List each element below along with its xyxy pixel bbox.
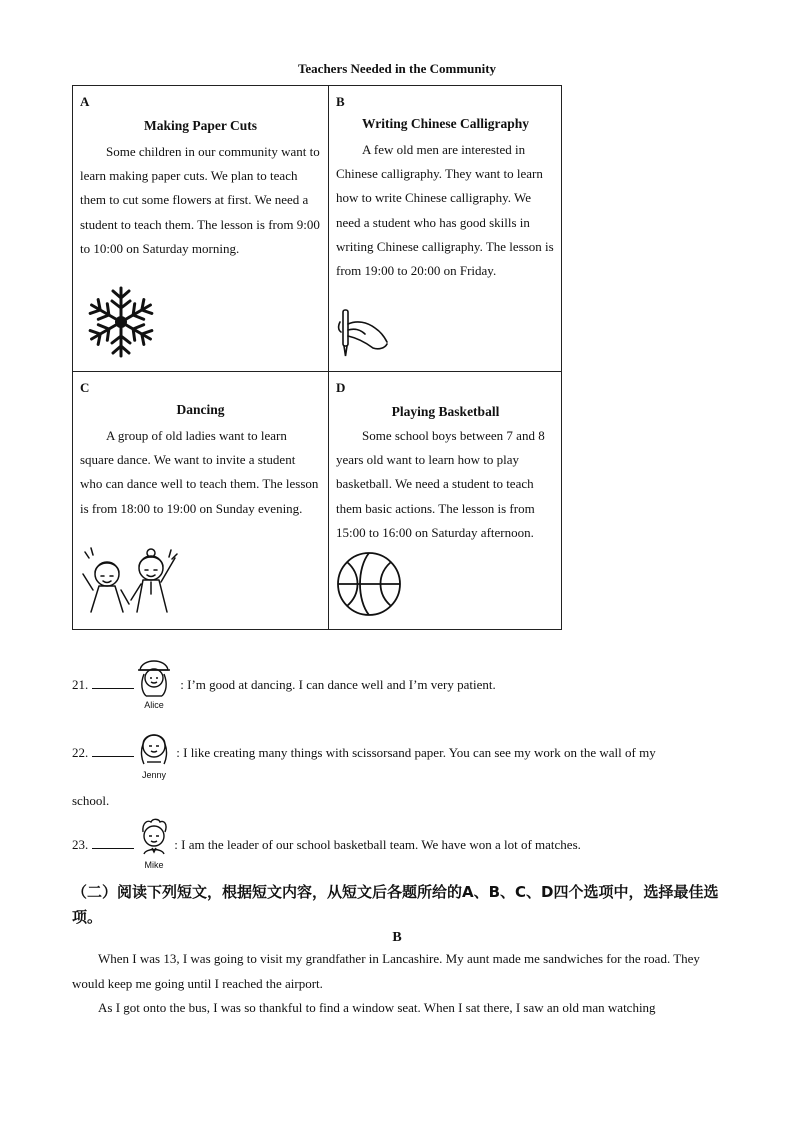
ad-text: Some school boys between 7 and 8 years old want to learn how to play basketball. We need a student to teach them basic actions. The lesson is from 15:00 to 16:00 on Saturday afternoon.: [336, 428, 545, 540]
boy-avatar-icon: [134, 816, 174, 860]
avatar-name: Alice: [144, 700, 164, 710]
section-instruction: （二）阅读下列短文，根据短文内容，从短文后各题所给的A、B、C、D四个选项中，选择最佳选项。: [72, 883, 719, 926]
ad-text: A group of old ladies want to learn square dance. We want to invite a student who can dance well to teach them. The lesson is from 18:00 to 19:00 on Sunday evening.: [80, 428, 319, 516]
page-title: Teachers Needed in the Community: [297, 61, 497, 76]
ad-letter: C: [80, 380, 90, 395]
question-number: 23.: [72, 837, 89, 852]
ad-heading: Playing Basketball: [391, 404, 500, 419]
question-22-continued: school.: [72, 793, 110, 808]
avatar-name: Jenny: [141, 770, 167, 780]
answer-blank[interactable]: [92, 838, 134, 849]
avatar-alice: [134, 656, 174, 710]
ad-cell-a: [73, 86, 329, 372]
ad-cell-d: [329, 372, 562, 630]
question-number: 21.: [72, 677, 89, 692]
passage-paragraph: As I got onto the bus, I was so thankful to find a window seat. When I sat there, I saw an old man watching: [98, 1000, 656, 1015]
girl-avatar-icon: [134, 726, 174, 770]
passage-paragraph: When I was 13, I was going to visit my grandfather in Lancashire. My aunt made me sandwiches for the road. They would keep me going until I reached the airport.: [72, 951, 700, 991]
calligraphy-brush-icon: [335, 308, 391, 360]
question-text: : I am the leader of our school basketball team. We have won a lot of matches.: [174, 837, 581, 852]
girl-avatar-icon: [134, 656, 174, 700]
ad-letter: D: [336, 380, 346, 395]
question-text: : I’m good at dancing. I can dance well and I’m very patient.: [180, 677, 496, 692]
question-number: 22.: [72, 745, 89, 760]
question-text: : I like creating many things with scissorsand paper. You can see my work on the wall of my: [176, 745, 656, 760]
avatar-mike: [134, 816, 174, 870]
ad-heading: Making Paper Cuts: [143, 118, 257, 133]
ads-table: [72, 85, 562, 630]
ad-text: Some children in our community want to learn making paper cuts. We plan to teach them to cut some flowers at first. We need a student to teach them. The lesson is from 9:00 to 10:00 on Saturday morning.: [80, 144, 320, 256]
ad-heading: Writing Chinese Calligraphy: [361, 116, 530, 131]
passage-label: B: [392, 930, 402, 945]
answer-blank[interactable]: [92, 746, 134, 757]
answer-blank[interactable]: [92, 678, 134, 689]
ad-cell-b: [329, 86, 562, 372]
avatar-name: Mike: [144, 860, 164, 870]
ad-text: A few old men are interested in Chinese calligraphy. They want to learn how to write Chinese calligraphy. We need a student who has good skills in writing Chinese calligraphy. The lesson is from 19:00 to 20:00 on Friday.: [336, 142, 554, 279]
dancers-icon: [81, 544, 181, 616]
snowflake-icon: [81, 284, 161, 360]
ad-heading: Dancing: [176, 402, 225, 417]
ad-cell-c: [73, 372, 329, 630]
ad-letter: A: [80, 94, 90, 109]
basketball-icon: [335, 550, 405, 620]
avatar-jenny: [134, 726, 174, 780]
ad-letter: B: [336, 94, 345, 109]
